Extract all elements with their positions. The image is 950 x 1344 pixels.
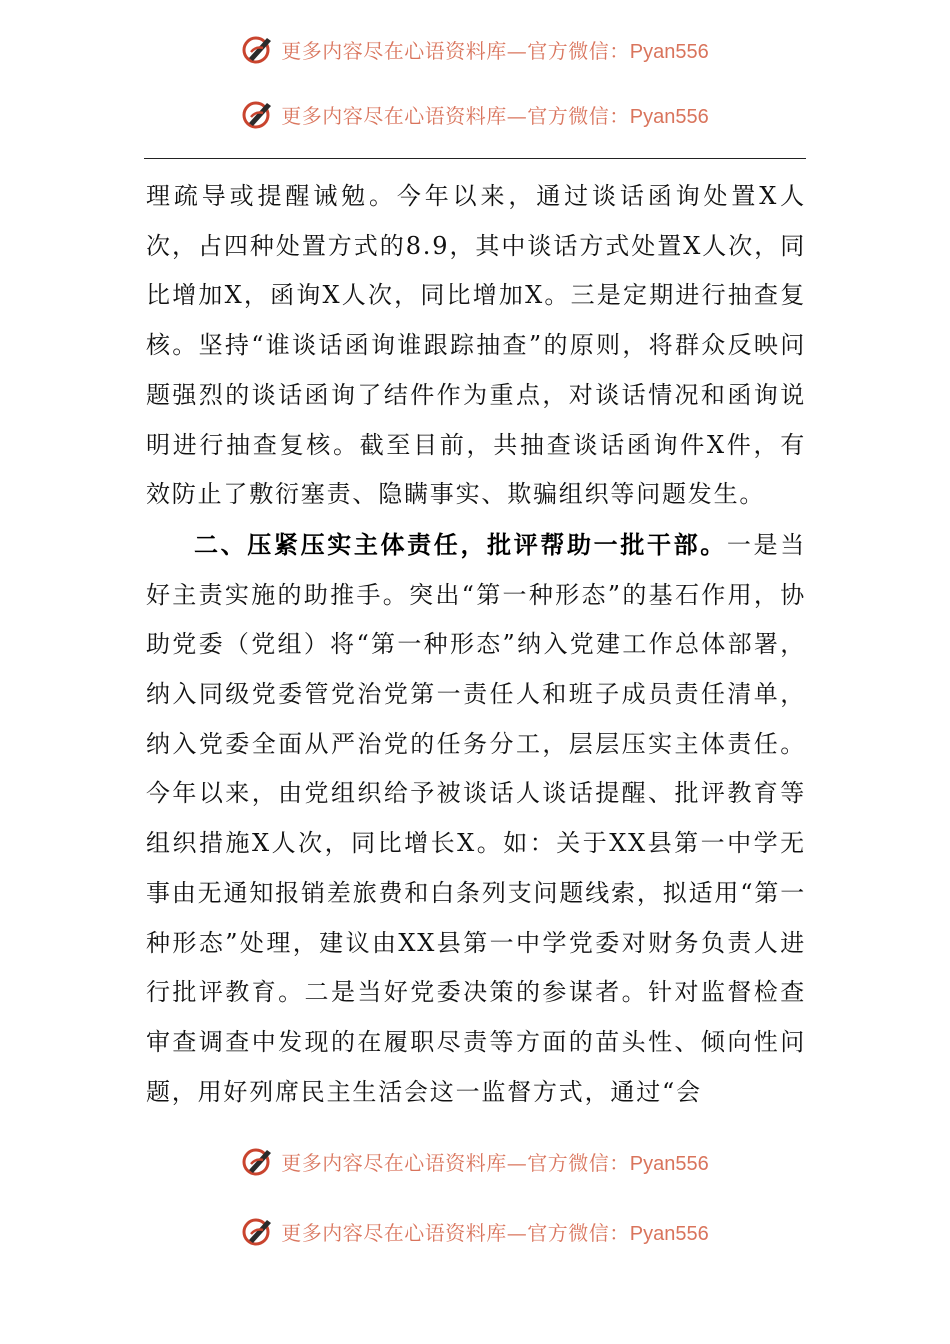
pen-circle-logo-icon [241, 1144, 275, 1178]
pen-circle-logo-icon [241, 1214, 275, 1248]
watermark-text: 更多内容尽在心语资料库—官方微信：Pyan556 [281, 38, 709, 63]
watermark-banner-clipped [0, 38, 950, 74]
paragraph-continued [146, 172, 806, 520]
pen-circle-logo-icon [241, 32, 275, 66]
pen-circle-logo-icon [241, 97, 275, 131]
watermark-banner-top [0, 96, 950, 132]
watermark-text: 更多内容尽在心语资料库—官方微信：Pyan556 [281, 1220, 709, 1245]
header-divider [144, 158, 806, 159]
watermark-text: 更多内容尽在心语资料库—官方微信：Pyan556 [281, 1150, 709, 1175]
paragraph-text: 一是当好主责实施的助推手。突出“第一种形态”的基石作用，协助党委（党组）将“第一种形态”纳入党建工作总体部署，纳入同级党委管党治党第一责任人和班子成员责任清单，纳入党委全面从严治党的任务分工，层层压实主体责任。今年以来，由党组织给予被谈话人谈话提醒、批评教育等组织措施X人次，同比增长X。如：关于XX县第一中学无事由无通知报销差旅费和白条列支问题线索，拟适用“第一种形态”处理，建议由XX县第一中学党委对财务负责人进行批评教育。二是当好党委决策的参谋者。针对监督检查审查调查中发现的在履职尽责等方面的苗头性、倾向性问题，用好列席民主生活会这一监督方式，通过“会 [146, 530, 806, 1106]
watermark-banner-bottom-1 [0, 1143, 950, 1179]
paragraph-text: 理疏导或提醒诫勉。今年以来，通过谈话函询处置X人次，占四种处置方式的8.9，其中谈话方式处置X人次，同比增加X，函询X人次，同比增加X。三是定期进行抽查复核。坚持“谁谈话函询谁跟踪抽查”的原则，将群众反映问题强烈的谈话函询了结件作为重点，对谈话情况和函询说明进行抽查复核。截至目前，共抽查谈话函询件X件，有效防止了敷衍塞责、隐瞒事实、欺骗组织等问题发生。 [146, 182, 806, 509]
paragraph-section-two [146, 520, 806, 1117]
section-heading: 二、压紧压实主体责任，批评帮助一批干部。 [194, 529, 727, 559]
document-body [146, 172, 806, 1117]
watermark-banner-bottom-2 [0, 1213, 950, 1249]
watermark-text: 更多内容尽在心语资料库—官方微信：Pyan556 [281, 103, 709, 128]
